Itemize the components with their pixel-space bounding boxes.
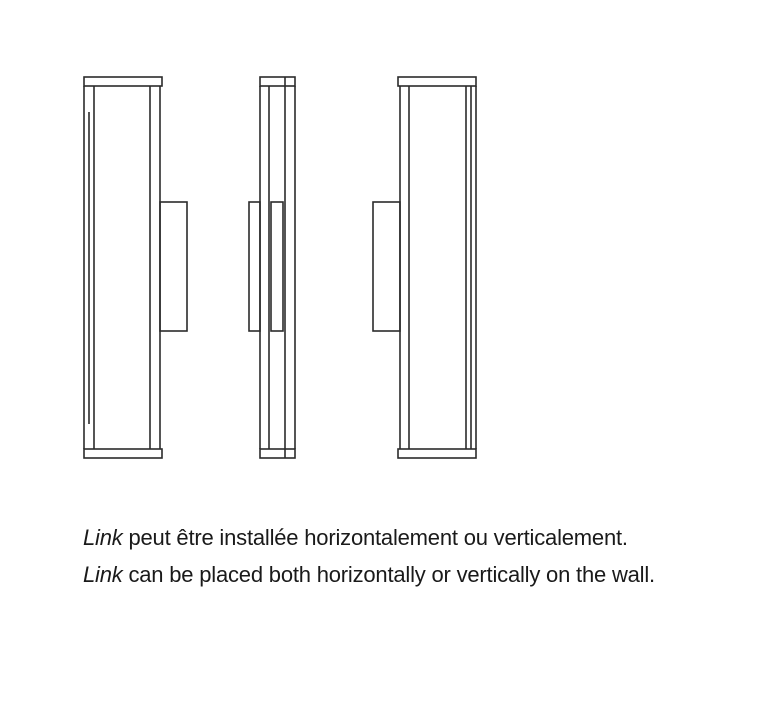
product-name-en: Link bbox=[83, 562, 123, 587]
front-view-bottom-cap bbox=[260, 449, 295, 458]
side-view-right bbox=[373, 77, 476, 458]
right-view-bottom-cap bbox=[398, 449, 476, 458]
front-view bbox=[249, 77, 295, 458]
left-view-bottom-cap bbox=[84, 449, 162, 458]
caption-french-text: peut être installée horizontalement ou verticalement. bbox=[122, 525, 628, 550]
left-view-top-cap bbox=[84, 77, 162, 86]
front-view-bracket-left bbox=[249, 202, 260, 331]
product-name-fr: Link bbox=[83, 525, 123, 550]
left-view-wall-bracket bbox=[160, 202, 187, 331]
front-view-bracket-center bbox=[271, 202, 283, 331]
front-view-top-cap bbox=[260, 77, 295, 86]
right-view-top-cap bbox=[398, 77, 476, 86]
side-view-left bbox=[84, 77, 187, 458]
caption-english bbox=[83, 562, 655, 588]
right-view-wall-bracket bbox=[373, 202, 400, 331]
caption-english-text: can be placed both horizontally or vertically on the wall. bbox=[122, 562, 655, 587]
caption-french bbox=[83, 525, 628, 551]
